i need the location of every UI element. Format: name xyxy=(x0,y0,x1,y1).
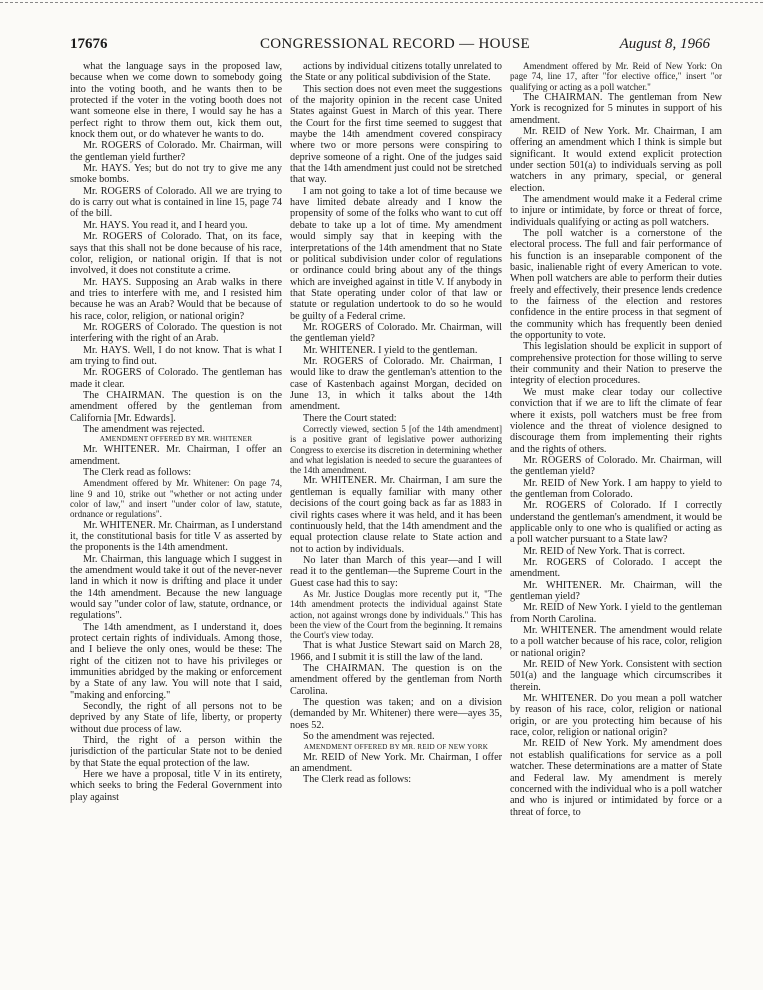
publication-date: August 8, 1966 xyxy=(619,36,710,52)
paragraph: There the Court stated: xyxy=(303,412,397,424)
paragraph: This section does not even meet the suggestions of the majority opinion in the recent case United States against Guest in March of this year. There the Court for the first time seemed to suggest that maybe the 14th amendment covered conspiracy where two or more persons were conspiring to deprive someone of a right. One of the judges said that the 14th amendment just could not be stretched that way. xyxy=(290,83,502,186)
text-column-2 xyxy=(290,61,502,986)
paragraph: The CHAIRMAN. The question is on the amendment offered by the gentleman from North Carolina. xyxy=(290,663,502,697)
publication-title: CONGRESSIONAL RECORD — HOUSE xyxy=(260,36,530,52)
paragraph: Mr. WHITENER. Do you mean a poll watcher by reason of his race, color, religion or national origin, or are you protecting him because of his race, color, religion or national origin? xyxy=(510,693,722,739)
top-rule xyxy=(0,2,763,3)
paragraph: The CHAIRMAN. The gentleman from New York is recognized for 5 minutes in support of his amendment. xyxy=(510,91,722,126)
section-heading: AMENDMENT OFFERED BY MR. WHITENER xyxy=(99,435,253,444)
paragraph: Mr. HAYS. Supposing an Arab walks in there and tries to interfere with me, and I resisted him because he was an Arab? Would that be because of his race, color, religion, or national origin? xyxy=(70,276,282,322)
text-column-1 xyxy=(70,61,282,986)
paragraph: actions by individual citizens totally unrelated to the State or any political subdivision of the State. xyxy=(290,61,502,84)
paragraph: Mr. REID of New York. I yield to the gentleman from North Carolina. xyxy=(510,602,722,625)
paragraph: Mr. ROGERS of Colorado. If I correctly understand the gentleman's amendment, it would be applicable only to one who is qualified or acting as a poll watcher pursuant to a State law? xyxy=(510,500,722,546)
paragraph: Mr. WHITENER. I yield to the gentleman. xyxy=(303,344,478,356)
paragraph: The CHAIRMAN. The question is on the amendment offered by the gentleman from California [Mr. Edwards]. xyxy=(70,389,282,424)
paragraph: Mr. WHITENER. Mr. Chairman, I am sure the gentleman is equally familiar with many other decisions of the court going back as far as 1883 in civil rights cases where it was held, and it has been continuously held, that the 14th amendment and the equal protection clause relate to State action and not to action by individuals. xyxy=(290,475,502,555)
paragraph: Mr. WHITENER. Mr. Chairman, I offer an amendment. xyxy=(70,444,282,467)
paragraph: Mr. Chairman, this language which I suggest in the amendment would take it out of the never-never land in which it now is drifting and place it under the 14th amendment. Because the new language would say "under color of law, statute, ordnance, or regulations". xyxy=(70,553,282,622)
quoted-passage: As Mr. Justice Douglas more recently put it, "The 14th amendment protects the individual against State action, not against wrongs done by individuals." This has been the view of the Court from the beginning. It remains the Court's view today. xyxy=(290,588,502,641)
paragraph: The amendment was rejected. xyxy=(83,424,205,435)
paragraph: Mr. WHITENER. Mr. Chairman, will the gentleman yield? xyxy=(510,579,722,603)
page-header xyxy=(70,36,710,54)
paragraph: Mr. ROGERS of Colorado. Mr. Chairman, will the gentleman yield further? xyxy=(70,140,282,163)
paragraph: Mr. HAYS. Yes; but do not try to give me any smoke bombs. xyxy=(70,163,282,186)
text-column-3 xyxy=(510,61,722,986)
section-heading: AMENDMENT OFFERED BY MR. REID OF NEW YORK xyxy=(303,742,489,751)
paragraph: Mr. ROGERS of Colorado. Mr. Chairman, will the gentleman yield? xyxy=(290,321,502,345)
paragraph: Mr. REID of New York. Mr. Chairman, I am offering an amendment which I think is simple but significant. It would extend explicit protection under section 501(a) to individuals serving as poll watchers in any primary, special, or general election. xyxy=(510,125,722,194)
paragraph: The Clerk read as follows: xyxy=(83,467,192,479)
page-number: 17676 xyxy=(70,36,108,52)
paragraph: Mr. REID of New York. Consistent with section 501(a) and the language which circumscribes it therein. xyxy=(510,659,722,693)
quoted-passage: Correctly viewed, section 5 [of the 14th amendment] is a positive grant of legislative power authorizing Congress to exercise its discretion in determining whether and what legislation is needed to secure the guarantees of the 14th amendment. xyxy=(290,424,502,476)
paragraph: No later than March of this year—and I will read it to the gentleman—the Supreme Court in the Guest case had this to say: xyxy=(290,554,502,589)
paragraph: Mr. REID of New York. Mr. Chairman, I offer an amendment. xyxy=(290,751,502,774)
paragraph: The amendment would make it a Federal crime to injure or intimidate, by force or threat of force, individuals qualifying or acting as poll watchers. xyxy=(510,193,722,228)
paragraph: I am not going to take a lot of time because we have limited debate already and I know the propensity of some of the folks who want to cut off debate to take up a lot of time. My amendment would simply say that in keeping with the interpretations of the 14th amendment that no State or political subdivision under color of regulations or ordinance could bring about any of the things which are inveighed against in title V. If anybody in that State operating under color of that law or statute or regulation undertook to do so he would be guilty of a Federal crime. xyxy=(290,185,502,322)
paragraph: Mr. ROGERS of Colorado. All we are trying to do is carry out what is contained in line 15, page 74 of the bill. xyxy=(70,185,282,220)
paragraph: Here we have a proposal, title V in its entirety, which seeks to bring the Federal Government into play against xyxy=(70,769,282,803)
paragraph: Third, the right of a person within the jurisdiction of the particular State not to be denied by that State the equal protection of the law. xyxy=(70,735,282,769)
quoted-passage: Amendment offered by Mr. Whitener: On page 74, line 9 and 10, strike out "whether or not acting under color of law," and insert "under color of law, statute, ordnance or regulations". xyxy=(70,478,282,520)
paragraph: Mr. ROGERS of Colorado. The question is not interfering with the right of an Arab. xyxy=(70,321,282,345)
paragraph: Mr. REID of New York. That is correct. xyxy=(523,545,685,557)
paragraph: The question was taken; and on a division (demanded by Mr. Whitener) there were—ayes 35, noes 52. xyxy=(290,697,502,731)
paragraph: Mr. HAYS. Well, I do not know. That is what I am trying to find out. xyxy=(70,344,282,367)
paragraph: That is what Justice Stewart said on March 28, 1966, and I submit it is still the law of the land. xyxy=(290,640,502,663)
paragraph: The Clerk read as follows: xyxy=(303,774,412,786)
quoted-passage: Amendment offered by Mr. Reid of New York: On page 74, line 17, after "for elective office," insert "or qualifying or acting as a poll watcher." xyxy=(510,61,722,92)
paragraph: Mr. ROGERS of Colorado. Mr. Chairman, will the gentleman yield? xyxy=(510,454,722,478)
paragraph: Mr. REID of New York. I am happy to yield to the gentleman from Colorado. xyxy=(510,477,722,500)
paragraph: what the language says in the proposed law, because when we come down to somebody going into the voting booth, and he wants then to be protected if the voter in the voting booth does not want someone else in there, I would say he has a perfect right to throw them out, kick them out, knock them out, or do whatever he wants to do. xyxy=(70,61,282,141)
paragraph: This legislation should be explicit in support of comprehensive protection for those willing to serve their community and their Nation to preserve the integrity of election procedures. xyxy=(510,341,722,387)
paragraph: Secondly, the right of all persons not to be deprived by any State of life, liberty, or property without due process of law. xyxy=(70,701,282,735)
paragraph: So the amendment was rejected. xyxy=(303,731,435,743)
paragraph: Mr. WHITENER. Mr. Chairman, as I understand it, the constitutional basis for title V as asserted by the proponents is the 14th amendment. xyxy=(70,519,282,554)
paragraph: We must make clear today our collective conviction that if we are to lift the climate of fear where it exists, poll watchers must be free from violence and the threat of violence designed to discourage them from implementing their rights and the rights of others. xyxy=(510,386,722,455)
paragraph: The 14th amendment, as I understand it, does protect certain rights of individuals. Among those, and I believe the only ones, would be these: The right of the citizen not to have his privileges or immunities abridged by the making or enforcement by a State of any law. You will note that I said, "making and enforcing." xyxy=(70,621,282,701)
paragraph: Mr. REID of New York. My amendment does not establish qualifications for service as a poll watcher. These determinations are a matter of State and Federal law. My amendment is merely concerned with the individual who is a poll watcher and who is injured or intimidated by force or a threat of force, to xyxy=(510,738,722,818)
paragraph: Mr. HAYS. You read it, and I heard you. xyxy=(83,219,248,231)
paragraph: Mr. ROGERS of Colorado. That, on its face, says that this shall not be done because of his race, color, religion, or national origin. If that is not involved, it does not constitute a crime. xyxy=(70,231,282,277)
paragraph: Mr. ROGERS of Colorado. Mr. Chairman, I would like to draw the gentleman's attention to the case of Kastenbach against Morgan, decided on June 13, in which it talks about the 14th amendment. xyxy=(290,355,502,413)
paragraph: Mr. WHITENER. The amendment would relate to a poll watcher because of his race, color, religion or national origin? xyxy=(510,625,722,659)
paragraph: Mr. ROGERS of Colorado. I accept the amendment. xyxy=(510,556,722,580)
paragraph: Mr. ROGERS of Colorado. The gentleman has made it clear. xyxy=(70,367,282,390)
paragraph: The poll watcher is a cornerstone of the electoral process. The full and fair performance of his function is an inseparable component of the basic, inalienable right of every American to vote. When poll watchers are able to perform their duties freely and effectively, their presence lends credence to the fairness of the election and restores confidence in the entire process in that segment of the community which has frequently been denied the opportunity to vote. xyxy=(510,228,722,342)
